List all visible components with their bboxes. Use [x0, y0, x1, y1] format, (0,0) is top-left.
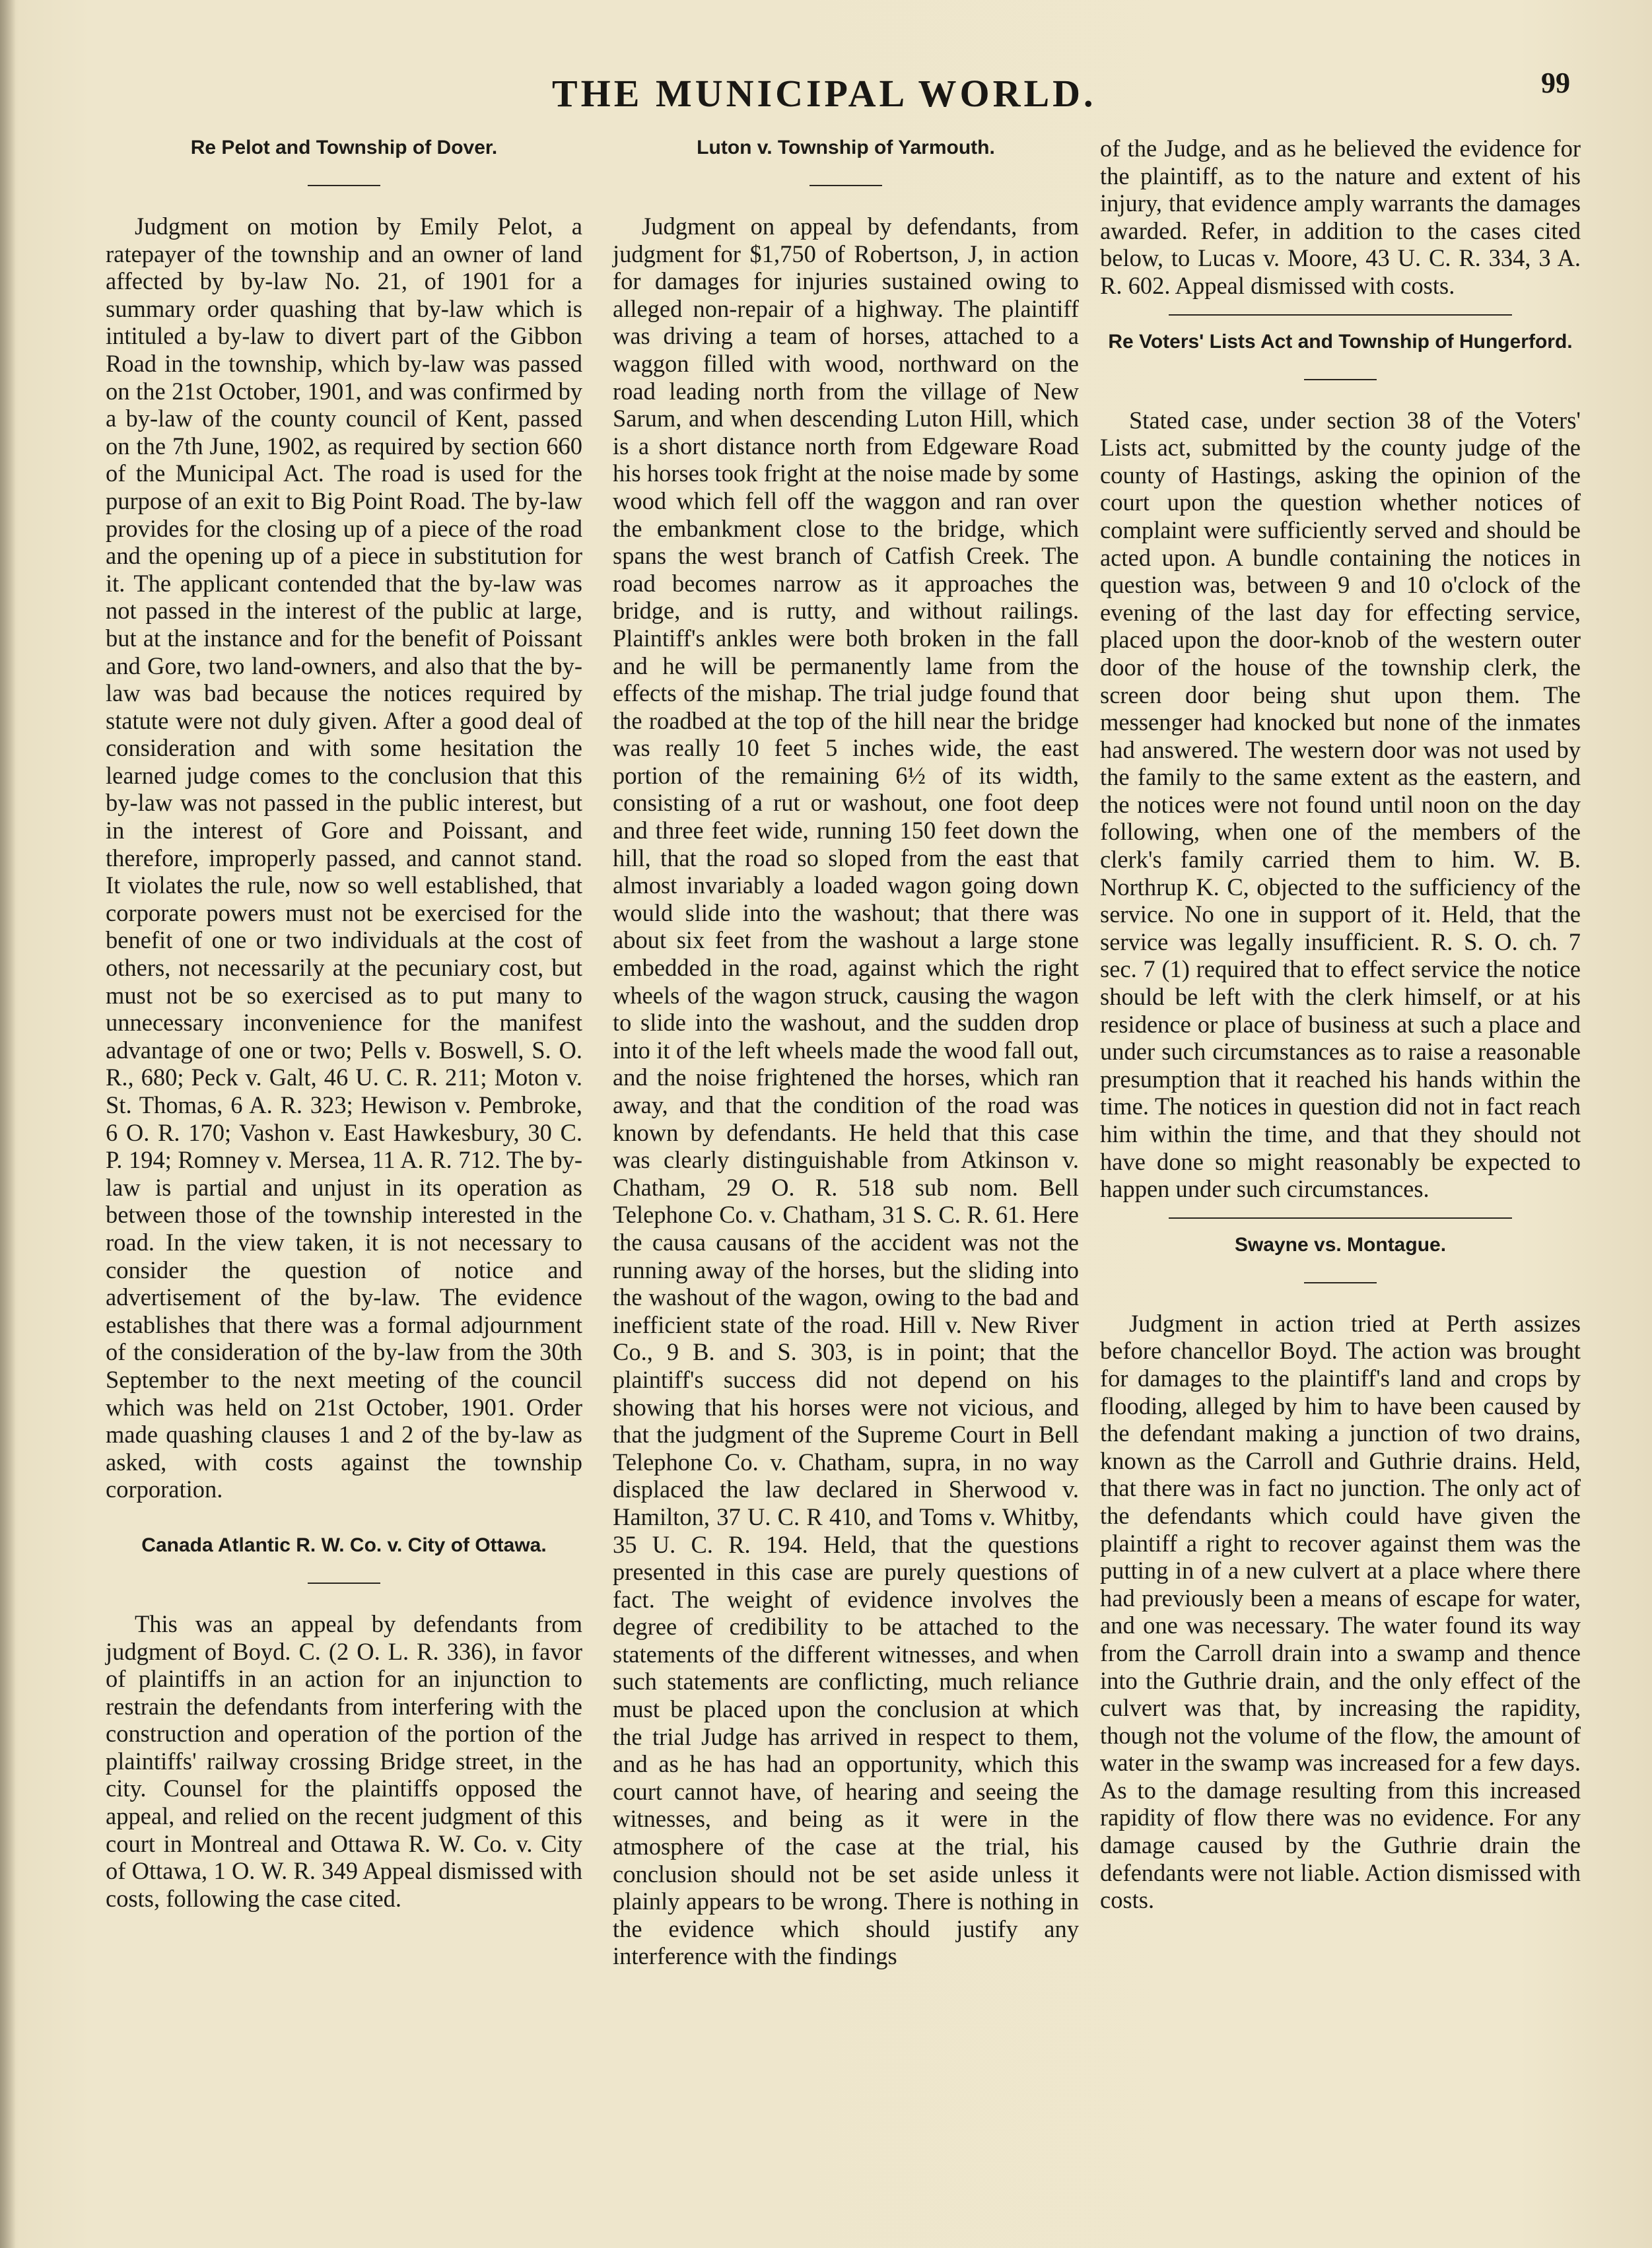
article-body-pelot-dover: Judgment on motion by Emily Pelot, a ratepayer of the township and an owner of land affected by by-law No. 21, of 1901 for a summary order quashing that by-law which is intituled a by-law to divert part of the Gibbon Road in the township, which by-law was passed on the 21st October, 1901, and was confirmed by a by-law of the county council of Kent, passed on the 7th June, 1902, as required by section 660 of the Municipal Act. The road is used for the purpose of an exit to Big Point Road. The by-law provides for the closing up of a piece of the road and the opening up of a piece in substitution for it. The applicant contended that the by-law was not passed in the interest of the public at large, but at the instance and for the benefit of Poissant and Gore, two land-owners, and also that the by-law was bad because the notices required by statute were not duly given. After a good deal of consideration and with some hesitation the learned judge comes to the conclusion that this by-law was not passed in the public interest, but in the interest of Gore and Poissant, and therefore, improperly passed, and cannot stand. It violates the rule, now so well established, that corporate powers must not be exercised for the benefit of one or two individuals at the cost of others, not necessarily at the pecuniary cost, but must not be so exercised as to put many to unnecessary inconvenience for the manifest advantage of one or two; Pells v. Boswell, S. O. R., 680; Peck v. Galt, 46 U. C. R. 211; Moton v. St. Thomas, 6 A. R. 323; Hewison v. Pembroke, 6 O. R. 170; Vashon v. East Hawkesbury, 30 C. P. 194; Romney v. Mersea, 11 A. R. 712. The by-law is partial and unjust in its operation as between those of the township interested in the road. In the view taken, it is not necessary to consider the question of notice and advertisement of the by-law. The evidence establishes that there was a formal adjournment of the consideration of the by-law from the 30th September to the next meeting of the council which was held on 21st October, 1901. Order made quashing clauses 1 and 2 of the by-law as asked, with costs against the township corporation. [106, 213, 582, 1503]
section-rule [1169, 1217, 1512, 1219]
heading-rule [1304, 379, 1377, 380]
binding-gutter-shadow [0, 0, 16, 2248]
heading-rule [308, 185, 380, 186]
article-body-swayne-montague: Judgment in action tried at Perth assizes before chancellor Boyd. The action was brought for damages to the plaintiff's land and crops by flooding, alleged by him to have been caused by the defendant making a junction of two drains, known as the Carroll and Guthrie drains. Held, that there was in fact no junction. The only act of the defendants which could have given the plaintiff a right to recover against them was the putting in of a new culvert at a place where there had previously been a means of escape for water, and one was necessary. The water found its way from the Carroll drain into a swamp and thence into the Guthrie drain, and the only effect of the culvert was that, by increasing the rapidity, though not the volume of the flow, the amount of water in the swamp was increased for a few days. As to the damage resulting from this increased rapidity of flow there was no evidence. For any damage caused by the Guthrie drain the defendants were not liable. Action dismissed with costs. [1100, 1309, 1581, 1914]
section-rule [1169, 314, 1512, 316]
masthead-title: THE MUNICIPAL WORLD. [552, 72, 1097, 115]
article-body-voters-lists-hungerford: Stated case, under section 38 of the Voters' Lists act, submitted by the county judge of the county of Hastings, asking the opinion of the court upon the question whether notices of complaint were sufficiently served and should be acted upon. A bundle containing the notices in question was, between 9 and 10 o'clock of the evening of the last day for effecting service, placed upon the door-knob of the western outer door of the house of the township clerk, the screen door being shut upon them. The messenger had knocked but none of the inmates had answered. The western door was not used by the family to the same extent as the eastern, and the notices were not found until noon on the day following, when one of the members of the clerk's family carried them to him. W. B. Northrup K. C, objected to the sufficiency of the service. No one in support of it. Held, that the service was legally insufficient. R. S. O. ch. 7 sec. 7 (1) required that to effect service the notice should be left with the clerk himself, or at his residence or place of business at such a place and under such circumstances as to raise a reasonable presumption that it reached his hands within the time. The notices in question did not in fact reach him within the time, and that they should not have done so might reasonably be expected to happen under such circumstances. [1100, 406, 1581, 1203]
page-number: 99 [1541, 67, 1570, 99]
heading-rule [809, 185, 882, 186]
article-heading-luton-yarmouth: Luton v. Township of Yarmouth. [697, 137, 995, 158]
article-spacer [106, 1503, 582, 1532]
article-body-luton-yarmouth: Judgment on appeal by defendants, from judgment for $1,750 of Robertson, J, in action for damages for injuries sustained owing to alleged non-repair of a highway. The plaintiff was driving a team of horses, attached to a waggon filled with wood, northward on the road leading north from the village of New Sarum, and when descending Luton Hill, which is a short distance north from Edgeware Road his horses took fright at the noise made by some wood which fell off the waggon and ran over the embankment close to the bridge, which spans the west branch of Catfish Creek. The road becomes narrow as it approaches the bridge, and is rutty, and without railings. Plaintiff's ankles were both broken in the fall and he will be permanently lame from the effects of the mishap. The trial judge found that the roadbed at the top of the hill near the bridge was really 10 feet 5 inches wide, the east portion of the remaining 6½ of its width, consisting of a rut or washout, one foot deep and three feet wide, running 150 feet down the hill, that the road so sloped from the east that almost invariably a loaded wagon going down would slide into the washout; that there was about six feet from the washout a large stone embedded in the road, against which the right wheels of the wagon struck, causing the wagon to slide into the washout, and the sudden drop into it of the left wheels made the wood fall out, and the noise frightened the horses, which ran away, and that the condition of the road was known by defendants. He held that this case was clearly distinguishable from Atkinson v. Chatham, 29 O. R. 518 sub nom. Bell Telephone Co. v. Chatham, 31 S. C. R. 61. Here the causa causans of the accident was not the running away of the horses, but the sliding into the washout of the wagon, owing to the bad and inefficient state of the road. Hill v. New River Co., 9 B. and S. 303, is in point; that the plaintiff's success did not depend on his showing that his horses were not vicious, and that the judgment of the Supreme Court in Bell Telephone Co. v. Chatham, supra, in no way displaced the law declared in Sherwood v. Hamilton, 37 U. C. R 410, and Toms v. Whitby, 35 U. C. R. 194. Held, that the questions presented in this case are purely questions of fact. The weight of evidence involves the degree of credibility to be attached to the statements of the different witnesses, and when such statements are conflicting, much reliance must be placed upon the conclusion at which the trial Judge has arrived in respect to them, and as he has had an opportunity, which this court cannot have, of hearing and seeing the witnesses, and being as it were in the atmosphere of the case at the trial, his conclusion should not be set aside unless it plainly appears to be wrong. There is nothing in the evidence which should justify any interference with the findings [613, 213, 1079, 1970]
heading-rule [308, 1583, 380, 1584]
article-continuation-luton: of the Judge, and as he believed the evidence for the plaintiff, as to the nature and extent of his injury, that evidence amply warrants the damages awarded. Refer, in addition to the cases cited below, to Lucas v. Moore, 43 U. C. R. 334, 3 A. R. 602. Appeal dismissed with costs. [1100, 135, 1581, 299]
column-1 [106, 135, 582, 1912]
article-heading-canada-atlantic-ottawa: Canada Atlantic R. W. Co. v. City of Ottawa. [141, 1534, 547, 1556]
column-2 [613, 135, 1079, 1970]
column-3 [1100, 135, 1581, 1914]
heading-rule [1304, 1282, 1377, 1283]
article-heading-voters-lists-hungerford: Re Voters' Lists Act and Township of Hungerford. [1108, 330, 1573, 353]
article-heading-swayne-montague: Swayne vs. Montague. [1234, 1233, 1447, 1256]
article-body-canada-atlantic-ottawa: This was an appeal by defendants from judgment of Boyd. C. (2 O. L. R. 336), in favor of plaintiffs in an action for an injunction to restrain the defendants from interfering with the construction and operation of the portion of the plaintiffs' railway crossing Bridge street, in the city. Counsel for the plaintiffs opposed the appeal, and relied on the recent judgment of this court in Montreal and Ottawa R. W. Co. v. City of Ottawa, 1 O. W. R. 349 Appeal dismissed with costs, following the case cited. [106, 1610, 582, 1912]
article-heading-pelot-dover: Re Pelot and Township of Dover. [190, 137, 498, 158]
